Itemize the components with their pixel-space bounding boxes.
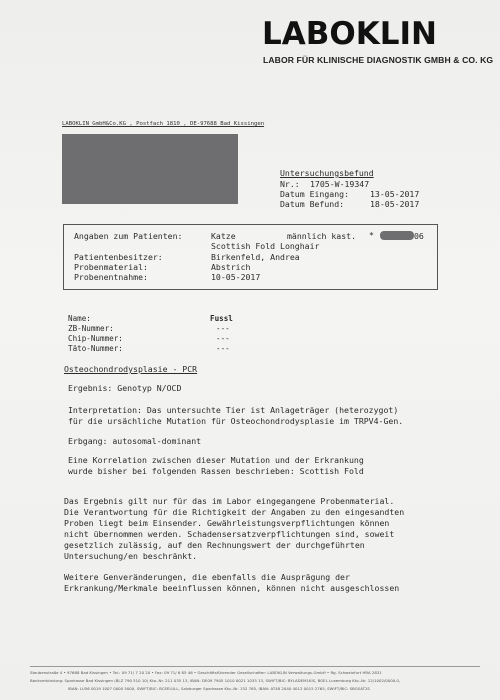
interpretation-line-2: für die ursächliche Mutation für Osteochondrodysplasie im TRPV4-Gen. (68, 416, 404, 426)
sampling-date-value: 10-05-2017 (211, 272, 261, 282)
ident-zb-label: ZB-Nummer: (68, 324, 114, 333)
ident-chip-value: --- (216, 334, 230, 343)
redacted-birth-date (380, 231, 414, 240)
footer-divider (30, 666, 480, 667)
sender-address-line: LABOKLIN GmbH&Co.KG , Postfach 1810 , DE-97688 Bad Kissingen (62, 121, 265, 127)
birth-marker: * (369, 230, 374, 240)
birth-year-tail: 06 (414, 231, 424, 241)
patient-info-box (63, 224, 438, 290)
report-number-label: Nr.: (280, 179, 300, 189)
further-line-1: Weitere Genveränderungen, die ebenfalls die Ausprägung der (64, 572, 350, 582)
laboklin-logo: LABOKLIN (262, 16, 437, 52)
patient-header-label: Angaben zum Patienten: (74, 231, 183, 241)
material-value: Abstrich (211, 262, 251, 272)
report-date-value: 18-05-2017 (370, 199, 420, 209)
test-result: Ergebnis: Genotyp N/OCD (68, 383, 182, 393)
disclaimer-line-5: gesetzlich zulässig, auf den Rechnungswert der durchgeführten (64, 540, 365, 550)
disclaimer-line-4: nicht übernommen werden. Schadensersatzverpflichtungen sind, soweit (64, 529, 395, 539)
disclaimer-line-1: Das Ergebnis gilt nur für das im Labor eingegangene Probenmaterial. (64, 496, 395, 506)
report-title: Untersuchungsbefund (280, 168, 374, 178)
footer-line-2: Bankverbindung: Sparkasse Bad Kissingen (BLZ 790 510 10) Kto.-Nr. 211 035 13, IBAN: DE09 7905 1010 0021 1035 13, SWIFT/BIC: BYLADEM1KIS, BGEL Luxemburg Kto.-Nr. 12/1002/0000.0, (30, 678, 401, 683)
redacted-recipient-address (62, 134, 238, 204)
patient-sex: männlich kast. (287, 231, 357, 241)
footer-line-3: IBAN: LU56 0019 1007 0000 5000, SWIFT/BIC: BCEELULL, Salzburger Sparkasse Kto.-Nr. 152 765, IBAN: AT48 2040 4012 0015 2765, SWIFT/BIC: SBGSAT2S (68, 686, 370, 691)
ident-chip-label: Chip-Nummer: (68, 334, 123, 343)
disclaimer-line-6: Untersuchung/en beschränkt. (64, 551, 198, 561)
sampling-date-label: Probenentnahme: (74, 272, 148, 282)
footer-line-1: Steubenstraße 4 • 97688 Bad Kissingen • Tel.: 09 71/ 7 20 20 • Fax: 09 71/ 6 85 46 • Geschäftsführender Gesellschafter: LABOKLIN Verwaltungs-GmbH • Rg. Schweinfurt HRA 2831 (30, 670, 382, 675)
patient-species: Katze (211, 231, 236, 241)
material-label: Probenmaterial: (74, 262, 148, 272)
ident-name-value: Fussl (210, 314, 233, 323)
report-date-label: Datum Befund: (280, 199, 345, 209)
test-title: Osteochondrodysplasie - PCR (64, 364, 198, 374)
ident-name-label: Name: (68, 314, 91, 323)
ident-tattoo-label: Täto-Nummer: (68, 344, 123, 353)
disclaimer-line-3: Proben liegt beim Einsender. Gewährleistungsverpflichtungen können (64, 518, 390, 528)
receipt-date-value: 13-05-2017 (370, 189, 420, 199)
report-number-value: 1705-W-19347 (310, 179, 370, 189)
interpretation-line-1: Interpretation: Das untersuchte Tier ist Anlageträger (heterozygot) (68, 405, 399, 415)
receipt-date-label: Datum Eingang: (280, 189, 350, 199)
ident-tattoo-value: --- (216, 344, 230, 353)
correlation-line-2: wurde bisher bei folgenden Rassen beschrieben: Scottish Fold (68, 466, 364, 476)
laboklin-tagline: LABOR FÜR KLINISCHE DIAGNOSTIK GMBH & CO. KG (263, 55, 494, 65)
owner-label: Patientenbesitzer: (74, 252, 163, 262)
patient-breed: Scottish Fold Longhair (211, 241, 320, 251)
inheritance-mode: Erbgang: autosomal-dominant (68, 436, 202, 446)
further-line-2: Erkrankung/Merkmale beeinflussen können, können nicht ausgeschlossen (64, 583, 400, 593)
ident-zb-value: --- (216, 324, 230, 333)
correlation-line-1: Eine Korrelation zwischen dieser Mutation und der Erkrankung (68, 455, 364, 465)
disclaimer-line-2: Die Verantwortung für die Richtigkeit der Angaben zu den eingesandten (64, 507, 405, 517)
owner-value: Birkenfeld, Andrea (211, 252, 300, 262)
